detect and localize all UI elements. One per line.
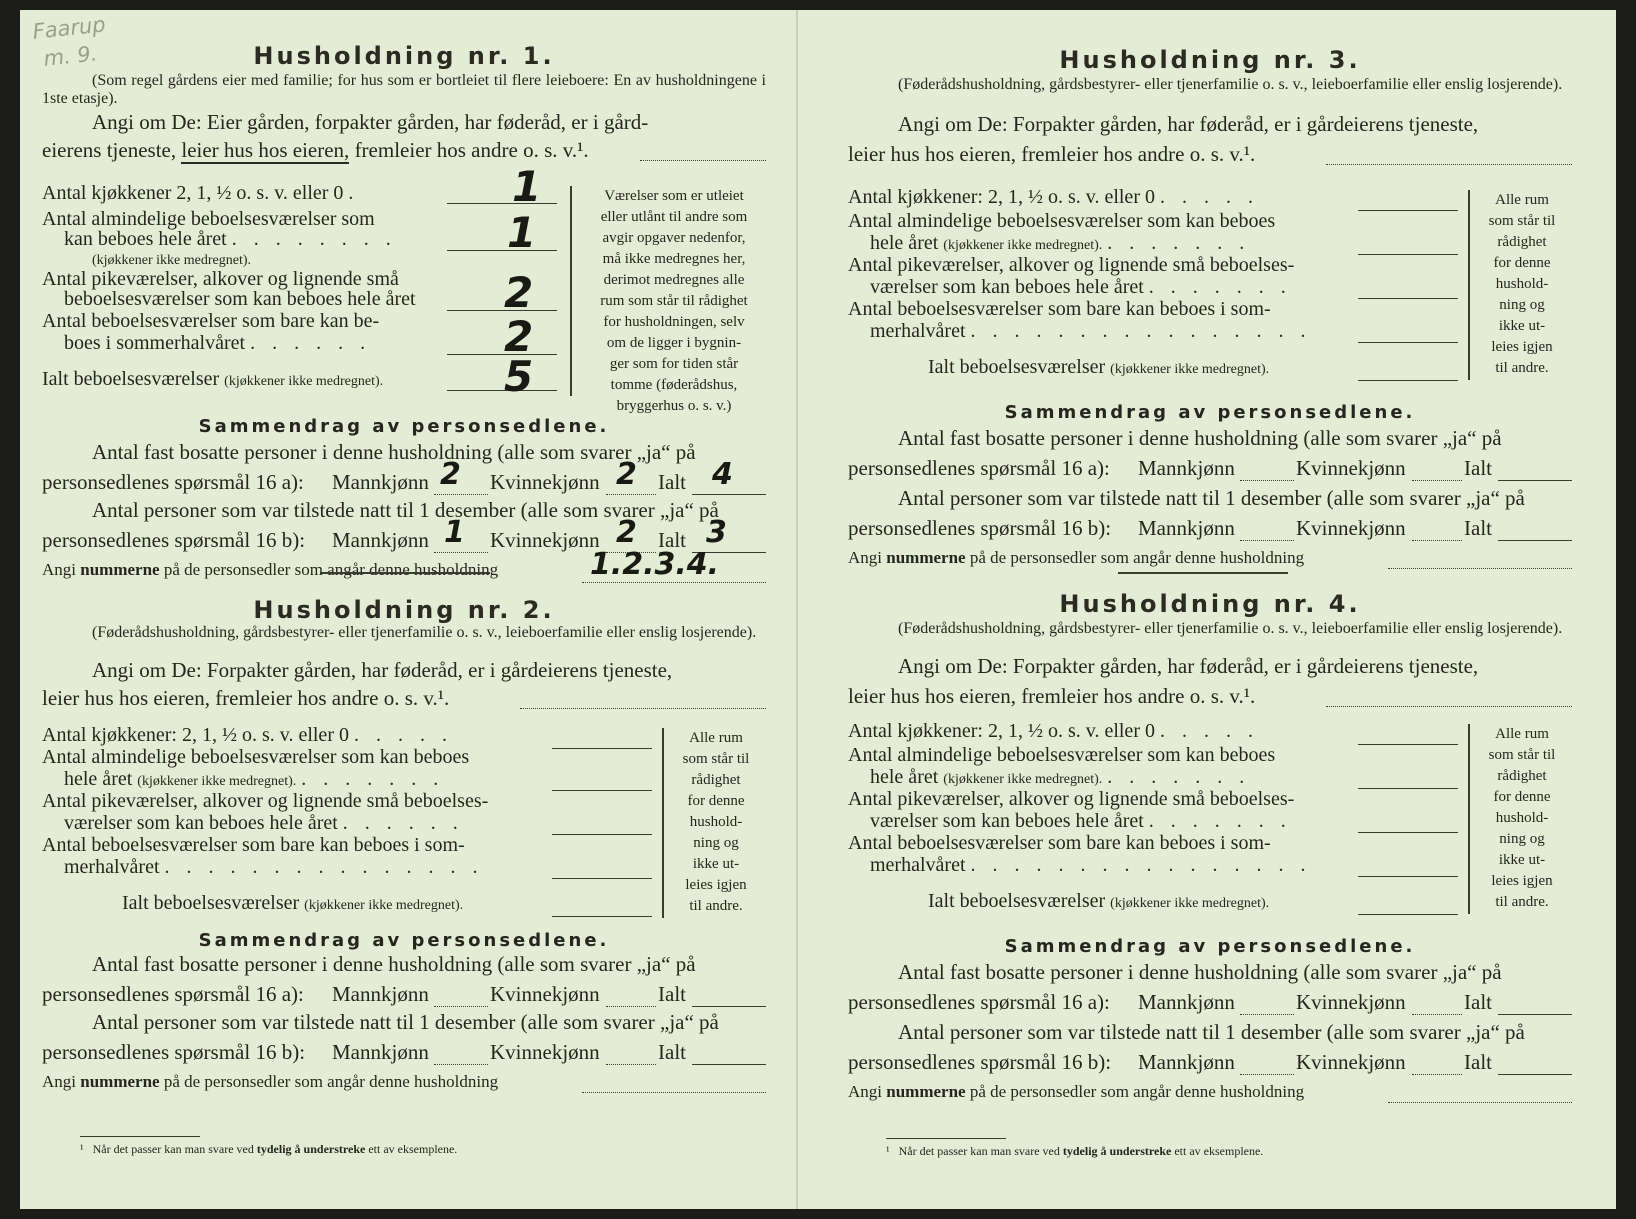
h4-summary-line-4: personsedlenes spørsmål 16 b): Mannkjønn Kvinnekjønn Ialt [848,1050,1572,1078]
h3-summary-line-1: Antal fast bosatte personer i denne husholdning (alle som svarer „ja“ på [898,426,1502,450]
h1-b-women-value: 2 [616,515,637,550]
h3-summary-line-4: personsedlenes spørsmål 16 b): Mannkjønn Kvinnekjønn Ialt [848,516,1572,544]
h2-summer-rooms-line [552,878,652,879]
household-3-section [848,10,1572,580]
h3-summer-rooms-line [1358,342,1458,343]
h1-summer-rooms-label-2: boes i sommerhalvåret . . . . . . [64,332,372,354]
h3-summary-title: Sammendrag av personsedlene. [1004,402,1416,423]
h3-numbers-answer-line [1388,568,1572,569]
h1-total-label: Ialt beboelsesværelser (kjøkkener ikke medregnet). [42,368,384,390]
h2-numbers-answer-line [582,1092,766,1093]
h2-summary-title: Sammendrag av personsedlene. [198,930,610,951]
h2-side-note: Alle rum som står til rådighet for denne hushold- ning og ikke ut- leies igjen til andre. [682,730,750,914]
h2-rooms-label-2: hele året (kjøkkener ikke medregnet). . . . . . . . [64,768,445,790]
h1-summary-line-1: Antal fast bosatte personer i denne husholdning (alle som svarer „ja“ på [92,440,696,464]
question-answer-line [520,708,766,709]
h3-summary-line-3: Antal personer som var tilstede natt til 1 desember (alle som svarer „ja“ på [898,486,1525,510]
h3-total-line [1358,380,1458,381]
h3-kitchens-label: Antal kjøkkener: 2, 1, ½ o. s. v. eller 0 . . . . . [848,186,1259,208]
household-1-question-line-1: Angi om De: Eier gården, forpakter gården, har føderåd, er i gård- [92,110,649,134]
h1-maid-rooms-value: 2 [504,268,534,317]
pencil-line-2: m. 9. [42,41,99,71]
footnote-right: ¹ Når det passer kan man svare ved tydelig å understreke ett av eksemplene. [886,1144,1264,1158]
h4-side-note: Alle rum som står til rådighet for denne hushold- ning og ikke ut- leies igjen til andre. [1488,726,1556,910]
household-4-question-line-2: leier hus hos eieren, fremleier hos andre o. s. v.¹. [848,684,1256,708]
h4-kitchens-label: Antal kjøkkener: 2, 1, ½ o. s. v. eller 0 . . . . . [848,720,1259,742]
h4-maid-rooms-label-1: Antal pikeværelser, alkover og lignende små beboelses- [848,788,1295,810]
q-text-selected: leier hus hos eieren, [181,138,350,162]
h4-summer-rooms-line [1358,876,1458,877]
h1-rooms-label-1: Antal almindelige beboelsesværelser som [42,208,375,230]
h2-rooms-label-1: Antal almindelige beboelsesværelser som kan beboes [42,746,470,768]
household-1-note: (Som regel gårdens eier med familie; for hus som er bortleiet til flere leieboere: En av husholdningene i 1ste etasje). [42,72,766,107]
household-3-note: (Føderådshusholdning, gårdsbestyrer- eller tjenerfamilie o. s. v., leieboerfamilie eller enslig losjerende). [898,76,1563,93]
h3-side-note: Alle rum som står til rådighet for denne hushold- ning og ikke ut- leies igjen til andre. [1488,192,1556,376]
household-2-title: Husholdning nr. 2. [253,596,555,624]
question-answer-line [640,160,766,161]
h2-maid-rooms-label-1: Antal pikeværelser, alkover og lignende små beboelses- [42,790,489,812]
h4-summer-rooms-label-2: merhalvåret . . . . . . . . . . . . . . . . [870,854,1312,876]
h1-maid-rooms-line [447,310,557,311]
right-page [798,10,1616,1209]
h3-kitchens-line [1358,210,1458,211]
h2-total-line [552,916,652,917]
h2-maid-rooms-line [552,834,652,835]
q-text-a: eierens tjeneste, [42,138,182,162]
pencil-line-1: Faarup [31,12,107,44]
question-answer-line [1326,164,1572,165]
h4-numbers-answer-line [1388,1102,1572,1103]
h4-summary-line-1: Antal fast bosatte personer i denne husholdning (alle som svarer „ja“ på [898,960,1502,984]
h1-summer-rooms-value: 2 [504,312,534,361]
q-text-b: fremleier hos andre o. s. v.¹. [349,138,589,162]
h1-total-line [447,390,557,391]
section-divider [1118,572,1288,574]
h2-rooms-line [552,790,652,791]
h3-maid-rooms-label-2: værelser som kan beboes hele året . . . . . . . [870,276,1292,298]
h3-rooms-line [1358,254,1458,255]
h1-summary-title: Sammendrag av personsedlene. [198,416,610,437]
h4-numbers-line: Angi nummerne på de personsedler som angår denne husholdning [848,1082,1305,1101]
household-2-note: (Føderådshusholdning, gårdsbestyrer- eller tjenerfamilie o. s. v., leieboerfamilie eller enslig losjerende). [92,624,757,641]
h3-summer-rooms-label-1: Antal beboelsesværelser som bare kan beboes i som- [848,298,1271,320]
h2-summary-line-4: personsedlenes spørsmål 16 b): Mannkjønn Kvinnekjønn Ialt [42,1040,766,1068]
h4-total-line [1358,914,1458,915]
household-4-section [848,580,1572,1120]
h1-side-note: Værelser som er utleiet eller utlånt til andre som avgir opgaver nedenfor, må ikke medregnes her, derimot medregnes alle rum som står til rådighet for husholdningen, selv om de ligger i bygnin- ger som for tiden står tomme (føderådshus, bryggerhus o. s. v.) [600,188,748,414]
household-4-note: (Føderådshusholdning, gårdsbestyrer- eller tjenerfamilie o. s. v., leieboerfamilie eller enslig losjerende). [898,620,1563,637]
h2-summer-rooms-label-2: merhalvåret . . . . . . . . . . . . . . . [64,856,484,878]
household-3-question-line-2: leier hus hos eieren, fremleier hos andre o. s. v.¹. [848,142,1256,166]
h4-summary-line-3: Antal personer som var tilstede natt til 1 desember (alle som svarer „ja“ på [898,1020,1525,1044]
h2-summary-line-1: Antal fast bosatte personer i denne husholdning (alle som svarer „ja“ på [92,952,696,976]
section-divider [320,572,490,574]
h2-maid-rooms-label-2: værelser som kan beboes hele året . . . . . . [64,812,464,834]
h2-kitchens-line [552,748,652,749]
h3-total-label: Ialt beboelsesværelser (kjøkkener ikke medregnet). [928,356,1270,378]
h4-rooms-label-1: Antal almindelige beboelsesværelser som kan beboes [848,744,1276,766]
h1-a-men-value: 2 [440,457,461,492]
h3-maid-rooms-line [1358,298,1458,299]
household-2-question-line-1: Angi om De: Forpakter gården, har føderåd, er i gårdeierens tjeneste, [92,658,673,682]
h1-summary-line-2: personsedlenes spørsmål 16 a): Mannkjønn Kvinnekjønn Ialt 2 2 4 [42,470,766,498]
footnote-left: ¹ Når det passer kan man svare ved tydelig å understreke ett av eksemplene. [80,1142,458,1156]
h4-summer-rooms-label-1: Antal beboelsesværelser som bare kan beboes i som- [848,832,1271,854]
h4-total-label: Ialt beboelsesværelser (kjøkkener ikke medregnet). [928,890,1270,912]
h2-total-label: Ialt beboelsesværelser (kjøkkener ikke medregnet). [122,892,464,914]
household-1-section [42,10,766,580]
h1-kitchens-value: 1 [512,162,542,211]
h1-summary-line-3: Antal personer som var tilstede natt til 1 desember (alle som svarer „ja“ på [92,498,719,522]
h3-rooms-label-1: Antal almindelige beboelsesværelser som kan beboes [848,210,1276,232]
h1-a-women-value: 2 [616,457,637,492]
h2-summary-line-3: Antal personer som var tilstede natt til 1 desember (alle som svarer „ja“ på [92,1010,719,1034]
h3-rooms-label-2: hele året (kjøkkener ikke medregnet). . . . . . . . [870,232,1251,254]
h1-numbers-value: 1.2.3.4. [590,547,720,582]
h1-rooms-label-small: (kjøkkener ikke medregnet). [92,253,251,268]
h3-maid-rooms-label-1: Antal pikeværelser, alkover og lignende små beboelses- [848,254,1295,276]
household-4-question-line-1: Angi om De: Forpakter gården, har føderåd, er i gårdeierens tjeneste, [898,654,1479,678]
h1-a-total-value: 4 [712,457,733,492]
h3-summary-line-2: personsedlenes spørsmål 16 a): Mannkjønn Kvinnekjønn Ialt [848,456,1572,484]
h2-kitchens-label: Antal kjøkkener: 2, 1, ½ o. s. v. eller 0 . . . . . [42,724,453,746]
h4-rooms-line [1358,788,1458,789]
household-2-question-line-2: leier hus hos eieren, fremleier hos andre o. s. v.¹. [42,686,450,710]
h3-summer-rooms-label-2: merhalvåret . . . . . . . . . . . . . . . . [870,320,1312,342]
h1-total-value: 5 [504,352,534,401]
question-answer-line [1326,706,1572,707]
h1-rooms-value: 1 [507,208,537,257]
h4-maid-rooms-label-2: værelser som kan beboes hele året . . . . . . . [870,810,1292,832]
h1-b-total-value: 3 [706,515,727,550]
h1-b-men-value: 1 [444,515,465,550]
h1-summer-rooms-line [447,354,557,355]
h4-summary-line-2: personsedlenes spørsmål 16 a): Mannkjønn Kvinnekjønn Ialt [848,990,1572,1018]
h2-numbers-line: Angi nummerne på de personsedler som angår denne husholdning [42,1072,499,1091]
h1-rooms-line [447,250,557,251]
household-1-question-line-2 [42,138,589,163]
h4-summary-title: Sammendrag av personsedlene. [1004,936,1416,957]
h4-rooms-label-2: hele året (kjøkkener ikke medregnet). . . . . . . . [870,766,1251,788]
footnote-rule [886,1138,1006,1139]
h1-numbers-line: Angi nummerne på de personsedler som angår denne husholdning [42,560,499,579]
h1-summer-rooms-label-1: Antal beboelsesværelser som bare kan be- [42,310,380,332]
h2-summer-rooms-label-1: Antal beboelsesværelser som bare kan beboes i som- [42,834,465,856]
h1-rooms-label-2: kan beboes hele året . . . . . . . . [64,228,397,250]
h4-maid-rooms-line [1358,832,1458,833]
footnote-rule [80,1136,200,1137]
h3-numbers-line: Angi nummerne på de personsedler som angår denne husholdning [848,548,1305,567]
left-page [20,10,796,1209]
h1-kitchens-label: Antal kjøkkener 2, 1, ½ o. s. v. eller 0 . [42,182,360,204]
household-3-title: Husholdning nr. 3. [1059,46,1361,74]
h4-kitchens-line [1358,744,1458,745]
h1-maid-rooms-label-2: beboelsesværelser som kan beboes hele året [64,288,416,310]
h2-summary-line-2: personsedlenes spørsmål 16 a): Mannkjønn Kvinnekjønn Ialt [42,982,766,1010]
household-1-title: Husholdning nr. 1. [253,42,555,70]
household-2-section [42,580,766,1120]
h1-summary-line-4: personsedlenes spørsmål 16 b): Mannkjønn Kvinnekjønn Ialt 1 2 3 [42,528,766,556]
household-3-question-line-1: Angi om De: Forpakter gården, har føderåd, er i gårdeierens tjeneste, [898,112,1479,136]
household-4-title: Husholdning nr. 4. [1059,590,1361,618]
h1-maid-rooms-label-1: Antal pikeværelser, alkover og lignende små [42,268,399,290]
